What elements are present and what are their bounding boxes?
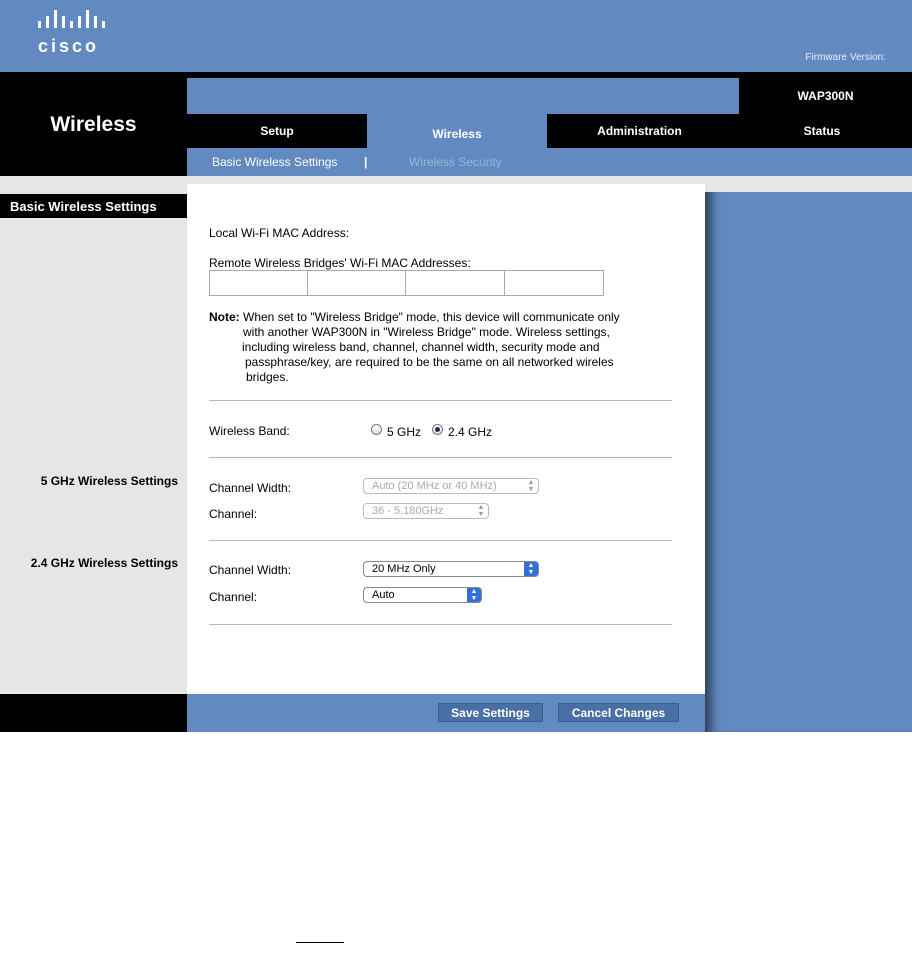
note-line-4: passphrase/key, are required to be the same on all networked wireles xyxy=(245,355,614,369)
channel-width-5ghz-select xyxy=(363,478,539,494)
model-name: WAP300N xyxy=(739,78,912,114)
channel-width-24ghz-select[interactable] xyxy=(363,561,539,577)
channel-width-24ghz-value: 20 MHz Only xyxy=(372,563,436,575)
divider xyxy=(209,540,672,541)
channel-5ghz-label: Channel: xyxy=(209,507,258,521)
header-blue-band xyxy=(187,78,739,114)
divider xyxy=(209,624,672,625)
radio-5ghz-label: 5 GHz xyxy=(387,425,422,439)
subtab-basic-wireless-settings[interactable]: Basic Wireless Settings xyxy=(212,155,338,169)
save-settings-button[interactable]: Save Settings xyxy=(438,703,543,722)
remote-mac-label: Remote Wireless Bridges' Wi-Fi MAC Addresses: xyxy=(209,256,471,270)
cisco-wordmark: cisco xyxy=(38,36,100,56)
sidebar xyxy=(0,184,187,694)
channel-24ghz-value: Auto xyxy=(372,589,395,601)
right-panel-cap xyxy=(705,184,912,192)
subtab-wireless-security[interactable]: Wireless Security xyxy=(409,155,502,169)
note-line-2: with another WAP300N in "Wireless Bridge" mode. Wireless settings, xyxy=(243,325,610,339)
channel-5ghz-select xyxy=(363,503,489,519)
channel-24ghz-select[interactable] xyxy=(363,587,482,603)
channel-width-5ghz-value: Auto (20 MHz or 40 MHz) xyxy=(372,480,497,492)
subnav-separator: | xyxy=(364,155,368,169)
remote-mac-input-4[interactable] xyxy=(504,270,604,296)
bridge-mode-note xyxy=(209,310,629,385)
cancel-changes-button[interactable]: Cancel Changes xyxy=(558,703,679,722)
sidebar-header: Basic Wireless Settings xyxy=(0,194,187,218)
channel-5ghz-value: 36 - 5.180GHz xyxy=(372,505,444,517)
updown-arrows-icon: ▲ ▼ xyxy=(524,562,538,576)
tab-wireless[interactable]: Wireless xyxy=(367,114,547,148)
divider xyxy=(209,457,672,458)
radio-5ghz[interactable] xyxy=(371,424,382,435)
local-mac-label: Local Wi-Fi MAC Address: xyxy=(209,226,350,240)
right-help-panel xyxy=(705,184,912,732)
channel-width-5ghz-label: Channel Width: xyxy=(209,481,292,495)
channel-24ghz-label: Channel: xyxy=(209,590,258,604)
footer-left xyxy=(0,694,187,732)
remote-mac-input-2[interactable] xyxy=(307,270,407,296)
firmware-version-label: Firmware Version: xyxy=(805,52,886,63)
updown-arrows-icon: ▲ ▼ xyxy=(527,479,535,493)
wireless-band-label: Wireless Band: xyxy=(209,424,290,438)
tab-administration[interactable]: Administration xyxy=(597,124,682,138)
sidebar-label-5ghz: 5 GHz Wireless Settings xyxy=(40,474,178,488)
channel-width-24ghz-label: Channel Width: xyxy=(209,563,292,577)
header-gray-band xyxy=(0,176,912,184)
tab-setup[interactable]: Setup xyxy=(260,124,294,138)
cisco-bars-icon xyxy=(36,8,108,32)
note-line-1: When set to "Wireless Bridge" mode, this device will communicate only xyxy=(239,310,620,324)
sidebar-label-24ghz: 2.4 GHz Wireless Settings xyxy=(30,556,178,570)
cisco-logo xyxy=(36,8,146,60)
remote-mac-input-1[interactable] xyxy=(209,270,309,296)
radio-24ghz-label: 2.4 GHz xyxy=(448,425,493,439)
remote-mac-input-3[interactable] xyxy=(405,270,505,296)
note-line-3: including wireless band, channel, channel width, security mode and xyxy=(242,340,600,354)
note-line-5: bridges. xyxy=(246,370,289,384)
page-underline-mark xyxy=(296,942,344,943)
section-title: Wireless xyxy=(50,113,137,136)
radio-24ghz[interactable] xyxy=(432,424,443,435)
sub-navigation xyxy=(187,148,912,176)
updown-arrows-icon: ▲ ▼ xyxy=(477,504,485,518)
tab-status[interactable]: Status xyxy=(803,124,841,138)
main-tabs xyxy=(187,114,912,148)
note-label: Note: xyxy=(209,310,240,324)
divider xyxy=(209,400,672,401)
updown-arrows-icon: ▲ ▼ xyxy=(467,588,481,602)
